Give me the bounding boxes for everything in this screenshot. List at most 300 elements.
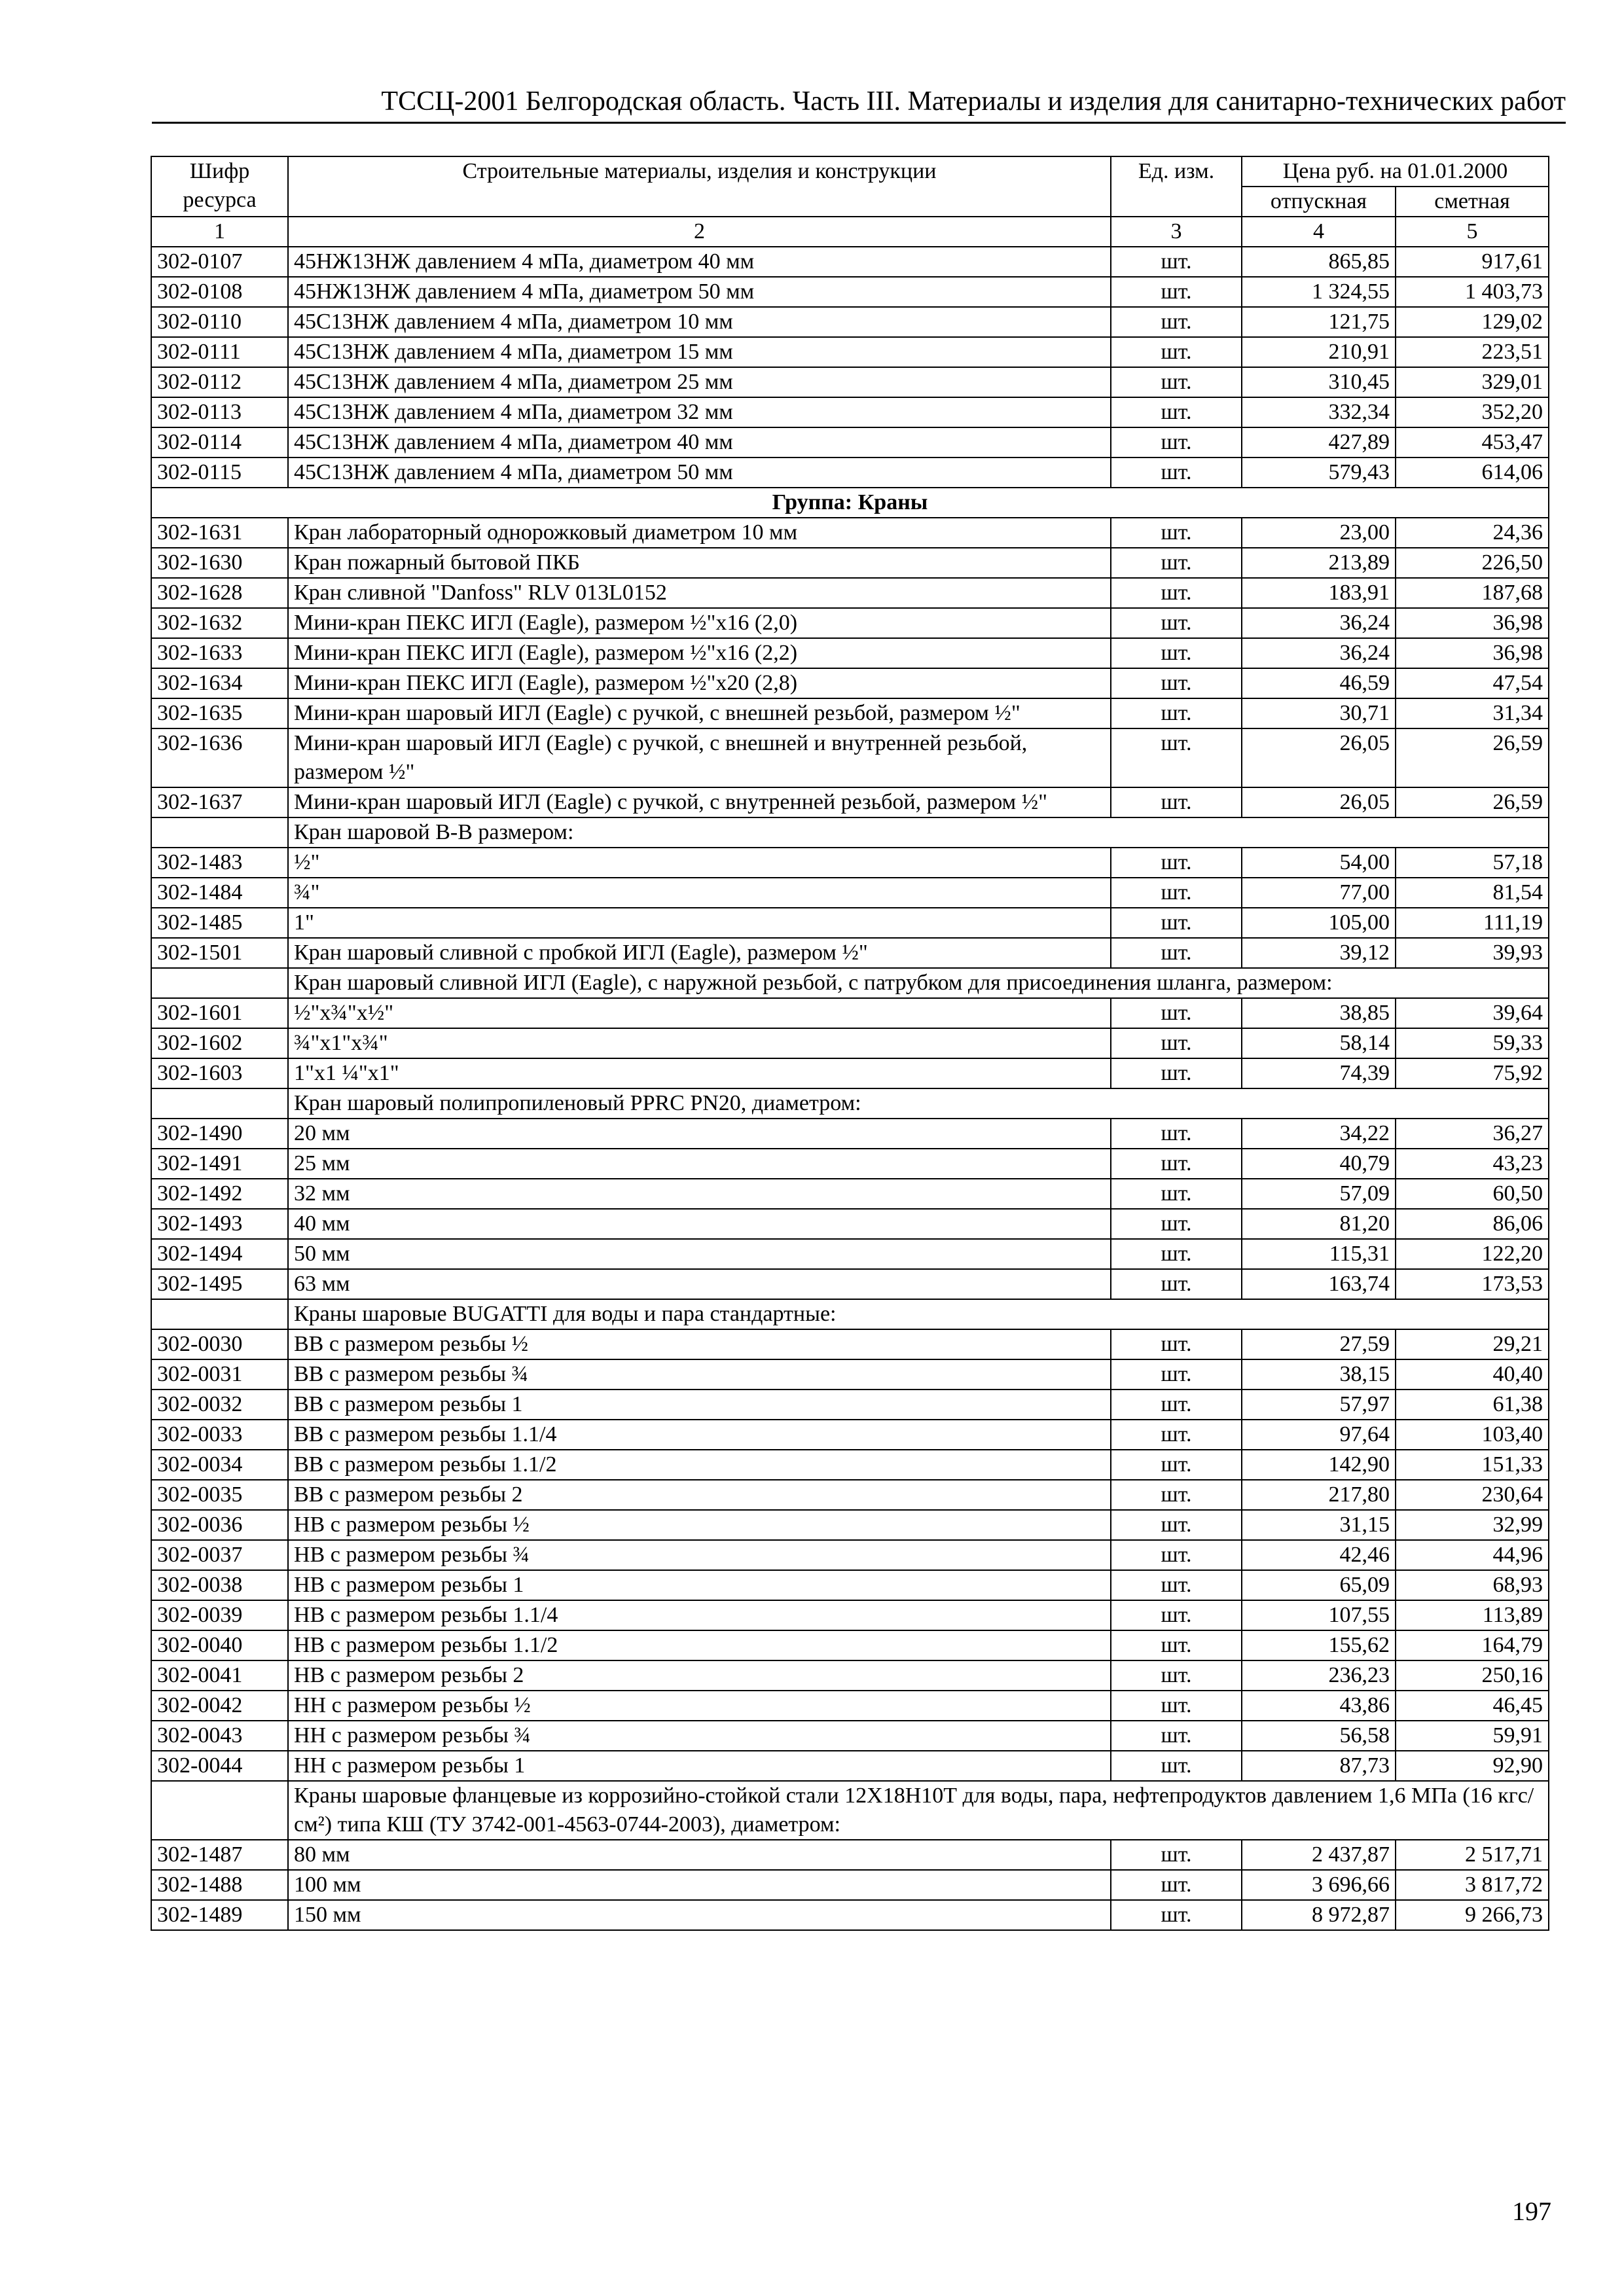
release-price: 97,64: [1242, 1420, 1396, 1450]
table-row: [151, 578, 1549, 608]
unit-cell: шт.: [1111, 367, 1242, 397]
release-price: 54,00: [1242, 848, 1396, 878]
table-row: [151, 998, 1549, 1028]
table-row: [151, 1721, 1549, 1751]
resource-code: 302-1632: [151, 608, 288, 638]
col-number: 2: [288, 217, 1111, 247]
resource-code: 302-0037: [151, 1540, 288, 1570]
table-row: [151, 1510, 1549, 1540]
item-name: 1": [288, 908, 1111, 938]
estimate-price: 226,50: [1396, 548, 1549, 578]
col-release-header: отпускная: [1242, 187, 1396, 217]
unit-cell: шт.: [1111, 1870, 1242, 1900]
release-price: 38,15: [1242, 1359, 1396, 1390]
unit-cell: шт.: [1111, 277, 1242, 307]
table-row: [151, 1239, 1549, 1269]
col-number: 4: [1242, 217, 1396, 247]
resource-code: 302-1603: [151, 1058, 288, 1088]
subgroup-heading: Кран шаровой В-В размером:: [288, 817, 1549, 848]
release-price: 115,31: [1242, 1239, 1396, 1269]
estimate-price: 352,20: [1396, 397, 1549, 427]
unit-cell: шт.: [1111, 878, 1242, 908]
estimate-price: 75,92: [1396, 1058, 1549, 1088]
resource-code: 302-1483: [151, 848, 288, 878]
resource-code: 302-1485: [151, 908, 288, 938]
resource-code: 302-0030: [151, 1329, 288, 1359]
resource-code: 302-1628: [151, 578, 288, 608]
item-name: Кран шаровый сливной с пробкой ИГЛ (Eagle), размером ½": [288, 938, 1111, 968]
release-price: 865,85: [1242, 247, 1396, 277]
table-row: [151, 397, 1549, 427]
estimate-price: 86,06: [1396, 1209, 1549, 1239]
item-name: ВВ с размером резьбы ½: [288, 1329, 1111, 1359]
resource-code: 302-0112: [151, 367, 288, 397]
table-row: [151, 1751, 1549, 1781]
release-price: 81,20: [1242, 1209, 1396, 1239]
table-row: [151, 1900, 1549, 1930]
release-price: 57,09: [1242, 1179, 1396, 1209]
release-price: 107,55: [1242, 1600, 1396, 1630]
release-price: 36,24: [1242, 638, 1396, 668]
estimate-price: 44,96: [1396, 1540, 1549, 1570]
unit-cell: шт.: [1111, 908, 1242, 938]
estimate-price: 36,98: [1396, 638, 1549, 668]
estimate-price: 81,54: [1396, 878, 1549, 908]
resource-code: 302-1495: [151, 1269, 288, 1299]
col-code-header: Шифр ресурса: [151, 156, 288, 217]
empty-cell: [151, 968, 288, 998]
table-row: [151, 848, 1549, 878]
estimate-price: 9 266,73: [1396, 1900, 1549, 1930]
unit-cell: шт.: [1111, 1209, 1242, 1239]
release-price: 1 324,55: [1242, 277, 1396, 307]
empty-cell: [151, 817, 288, 848]
table-row: [151, 1359, 1549, 1390]
resource-code: 302-1492: [151, 1179, 288, 1209]
estimate-price: 29,21: [1396, 1329, 1549, 1359]
estimate-price: 68,93: [1396, 1570, 1549, 1600]
unit-cell: шт.: [1111, 1058, 1242, 1088]
table-row: [151, 608, 1549, 638]
estimate-price: 47,54: [1396, 668, 1549, 698]
estimate-price: 57,18: [1396, 848, 1549, 878]
item-name: ½"x¾"x½": [288, 998, 1111, 1028]
unit-cell: шт.: [1111, 1570, 1242, 1600]
table-row: [151, 367, 1549, 397]
table-row: [151, 548, 1549, 578]
item-name: Мини-кран ПЕКС ИГЛ (Eagle), размером ½"x16 (2,0): [288, 608, 1111, 638]
item-name: 50 мм: [288, 1239, 1111, 1269]
item-name: 45С13НЖ давлением 4 мПа, диаметром 15 мм: [288, 337, 1111, 367]
resource-code: 302-1489: [151, 1900, 288, 1930]
estimate-price: 113,89: [1396, 1600, 1549, 1630]
table-row: [151, 1450, 1549, 1480]
estimate-price: 39,93: [1396, 938, 1549, 968]
item-name: 100 мм: [288, 1870, 1111, 1900]
release-price: 36,24: [1242, 608, 1396, 638]
unit-cell: шт.: [1111, 427, 1242, 457]
release-price: 74,39: [1242, 1058, 1396, 1088]
col-number: 5: [1396, 217, 1549, 247]
page-header-title: ТССЦ-2001 Белгородская область. Часть III. Материалы и изделия для санитарно-технических работ: [381, 86, 1566, 117]
unit-cell: шт.: [1111, 307, 1242, 337]
col-number: 3: [1111, 217, 1242, 247]
release-price: 58,14: [1242, 1028, 1396, 1058]
unit-cell: шт.: [1111, 1359, 1242, 1390]
item-name: 45НЖ13НЖ давлением 4 мПа, диаметром 40 мм: [288, 247, 1111, 277]
table-row: [151, 1630, 1549, 1660]
item-name: Мини-кран шаровый ИГЛ (Eagle) с ручкой, с внешней и внутренней резьбой, размером ½": [288, 728, 1111, 787]
release-price: 27,59: [1242, 1329, 1396, 1359]
release-price: 210,91: [1242, 337, 1396, 367]
unit-cell: шт.: [1111, 1119, 1242, 1149]
item-name: НН с размером резьбы 1: [288, 1751, 1111, 1781]
unit-cell: шт.: [1111, 1660, 1242, 1691]
release-price: 87,73: [1242, 1751, 1396, 1781]
table-row: [151, 1149, 1549, 1179]
item-name: ВВ с размером резьбы 1: [288, 1390, 1111, 1420]
unit-cell: шт.: [1111, 247, 1242, 277]
unit-cell: шт.: [1111, 698, 1242, 728]
item-name: НВ с размером резьбы ½: [288, 1510, 1111, 1540]
unit-cell: шт.: [1111, 1721, 1242, 1751]
resource-code: 302-1494: [151, 1239, 288, 1269]
unit-cell: шт.: [1111, 578, 1242, 608]
table-row: [151, 668, 1549, 698]
unit-cell: шт.: [1111, 1450, 1242, 1480]
table-row: [151, 1660, 1549, 1691]
release-price: 26,05: [1242, 728, 1396, 787]
unit-cell: шт.: [1111, 638, 1242, 668]
subgroup-heading-row: [151, 1299, 1549, 1329]
estimate-price: 187,68: [1396, 578, 1549, 608]
item-name: ¾"x1"x¾": [288, 1028, 1111, 1058]
unit-cell: шт.: [1111, 1540, 1242, 1570]
estimate-price: 46,45: [1396, 1691, 1549, 1721]
resource-code: 302-1631: [151, 518, 288, 548]
group-title-row: [151, 488, 1549, 518]
resource-code: 302-0034: [151, 1450, 288, 1480]
resource-code: 302-1501: [151, 938, 288, 968]
table-row: [151, 1269, 1549, 1299]
resource-code: 302-0111: [151, 337, 288, 367]
estimate-price: 164,79: [1396, 1630, 1549, 1660]
table-row: [151, 1600, 1549, 1630]
table-row: [151, 787, 1549, 817]
resource-code: 302-1636: [151, 728, 288, 787]
item-name: ВВ с размером резьбы 2: [288, 1480, 1111, 1510]
item-name: 45С13НЖ давлением 4 мПа, диаметром 25 мм: [288, 367, 1111, 397]
item-name: 45С13НЖ давлением 4 мПа, диаметром 10 мм: [288, 307, 1111, 337]
unit-cell: шт.: [1111, 1900, 1242, 1930]
item-name: 45С13НЖ давлением 4 мПа, диаметром 32 мм: [288, 397, 1111, 427]
resource-code: 302-1602: [151, 1028, 288, 1058]
unit-cell: шт.: [1111, 848, 1242, 878]
release-price: 26,05: [1242, 787, 1396, 817]
item-name: 1"x1 ¼"x1": [288, 1058, 1111, 1088]
unit-cell: шт.: [1111, 1630, 1242, 1660]
release-price: 579,43: [1242, 457, 1396, 488]
release-price: 183,91: [1242, 578, 1396, 608]
release-price: 40,79: [1242, 1149, 1396, 1179]
estimate-price: 103,40: [1396, 1420, 1549, 1450]
table-row: [151, 698, 1549, 728]
table-row: [151, 908, 1549, 938]
estimate-price: 223,51: [1396, 337, 1549, 367]
release-price: 3 696,66: [1242, 1870, 1396, 1900]
estimate-price: 43,23: [1396, 1149, 1549, 1179]
empty-cell: [151, 1088, 288, 1119]
estimate-price: 1 403,73: [1396, 277, 1549, 307]
item-name: 45С13НЖ давлением 4 мПа, диаметром 50 мм: [288, 457, 1111, 488]
resource-code: 302-0039: [151, 1600, 288, 1630]
release-price: 65,09: [1242, 1570, 1396, 1600]
unit-cell: шт.: [1111, 337, 1242, 367]
resource-code: 302-0107: [151, 247, 288, 277]
empty-cell: [151, 1781, 288, 1840]
table-row: [151, 1570, 1549, 1600]
resource-code: 302-0036: [151, 1510, 288, 1540]
estimate-price: 36,27: [1396, 1119, 1549, 1149]
item-name: ВВ с размером резьбы 1.1/2: [288, 1450, 1111, 1480]
item-name: Кран сливной "Danfoss" RLV 013L0152: [288, 578, 1111, 608]
table-row: [151, 1058, 1549, 1088]
release-price: 39,12: [1242, 938, 1396, 968]
item-name: ВВ с размером резьбы ¾: [288, 1359, 1111, 1390]
subgroup-heading-row: [151, 968, 1549, 998]
table-row: [151, 638, 1549, 668]
table-row: [151, 427, 1549, 457]
item-name: НВ с размером резьбы 2: [288, 1660, 1111, 1691]
subgroup-heading: Краны шаровые фланцевые из коррозийно-стойкой стали 12Х18Н10Т для воды, пара, нефтепродуктов давлением 1,6 МПа (16 кгс/см²) типа КШ (ТУ 3742-001-4563-0744-2003), диаметром:: [288, 1781, 1549, 1840]
table-row: [151, 337, 1549, 367]
unit-cell: шт.: [1111, 1329, 1242, 1359]
estimate-price: 122,20: [1396, 1239, 1549, 1269]
item-name: 20 мм: [288, 1119, 1111, 1149]
column-number-row: [151, 217, 1549, 247]
table-row: [151, 1028, 1549, 1058]
resource-code: 302-0035: [151, 1480, 288, 1510]
unit-cell: шт.: [1111, 518, 1242, 548]
resource-code: 302-1490: [151, 1119, 288, 1149]
release-price: 105,00: [1242, 908, 1396, 938]
unit-cell: шт.: [1111, 1480, 1242, 1510]
table-row: [151, 1691, 1549, 1721]
subgroup-heading-row: [151, 1088, 1549, 1119]
resource-code: 302-1484: [151, 878, 288, 908]
unit-cell: шт.: [1111, 397, 1242, 427]
resource-code: 302-0041: [151, 1660, 288, 1691]
col-name-header: Строительные материалы, изделия и конструкции: [288, 156, 1111, 217]
unit-cell: шт.: [1111, 608, 1242, 638]
item-name: 45НЖ13НЖ давлением 4 мПа, диаметром 50 мм: [288, 277, 1111, 307]
release-price: 217,80: [1242, 1480, 1396, 1510]
resource-code: 302-1630: [151, 548, 288, 578]
resource-code: 302-0032: [151, 1390, 288, 1420]
estimate-price: 230,64: [1396, 1480, 1549, 1510]
item-name: НВ с размером резьбы 1.1/2: [288, 1630, 1111, 1660]
resource-code: 302-0110: [151, 307, 288, 337]
unit-cell: шт.: [1111, 938, 1242, 968]
table-row: [151, 277, 1549, 307]
table-row: [151, 938, 1549, 968]
table-row: [151, 1209, 1549, 1239]
resource-code: 302-1634: [151, 668, 288, 698]
item-name: НВ с размером резьбы ¾: [288, 1540, 1111, 1570]
item-name: 40 мм: [288, 1209, 1111, 1239]
resource-code: 302-1635: [151, 698, 288, 728]
table-row: [151, 878, 1549, 908]
unit-cell: шт.: [1111, 1179, 1242, 1209]
release-price: 30,71: [1242, 698, 1396, 728]
release-price: 2 437,87: [1242, 1840, 1396, 1870]
item-name: НВ с размером резьбы 1: [288, 1570, 1111, 1600]
unit-cell: шт.: [1111, 1390, 1242, 1420]
estimate-price: 36,98: [1396, 608, 1549, 638]
estimate-price: 31,34: [1396, 698, 1549, 728]
release-price: 155,62: [1242, 1630, 1396, 1660]
item-name: ВВ с размером резьбы 1.1/4: [288, 1420, 1111, 1450]
table-row: [151, 1390, 1549, 1420]
release-price: 142,90: [1242, 1450, 1396, 1480]
subgroup-heading-row: [151, 817, 1549, 848]
empty-cell: [151, 1299, 288, 1329]
estimate-price: 250,16: [1396, 1660, 1549, 1691]
item-name: ½": [288, 848, 1111, 878]
table-row: [151, 1870, 1549, 1900]
unit-cell: шт.: [1111, 787, 1242, 817]
unit-cell: шт.: [1111, 1269, 1242, 1299]
group-title: Группа: Краны: [151, 488, 1549, 518]
unit-cell: шт.: [1111, 1420, 1242, 1450]
col-number: 1: [151, 217, 288, 247]
unit-cell: шт.: [1111, 1028, 1242, 1058]
item-name: НН с размером резьбы ¾: [288, 1721, 1111, 1751]
release-price: 57,97: [1242, 1390, 1396, 1420]
item-name: 80 мм: [288, 1840, 1111, 1870]
item-name: ¾": [288, 878, 1111, 908]
release-price: 34,22: [1242, 1119, 1396, 1149]
unit-cell: шт.: [1111, 1149, 1242, 1179]
release-price: 310,45: [1242, 367, 1396, 397]
resource-code: 302-1637: [151, 787, 288, 817]
resource-code: 302-1491: [151, 1149, 288, 1179]
item-name: Мини-кран ПЕКС ИГЛ (Eagle), размером ½"x20 (2,8): [288, 668, 1111, 698]
estimate-price: 917,61: [1396, 247, 1549, 277]
item-name: 25 мм: [288, 1149, 1111, 1179]
release-price: 332,34: [1242, 397, 1396, 427]
item-name: Кран лабораторный однорожковый диаметром 10 мм: [288, 518, 1111, 548]
subgroup-heading: Кран шаровый сливной ИГЛ (Eagle), с наружной резьбой, с патрубком для присоединения шланга, размером:: [288, 968, 1549, 998]
release-price: 77,00: [1242, 878, 1396, 908]
unit-cell: шт.: [1111, 548, 1242, 578]
resource-code: 302-1633: [151, 638, 288, 668]
release-price: 8 972,87: [1242, 1900, 1396, 1930]
table-row: [151, 1540, 1549, 1570]
table-row: [151, 1119, 1549, 1149]
table-row: [151, 728, 1549, 787]
unit-cell: шт.: [1111, 668, 1242, 698]
subgroup-heading-row: [151, 1781, 1549, 1840]
table-header-row: [151, 156, 1549, 187]
estimate-price: 59,33: [1396, 1028, 1549, 1058]
release-price: 213,89: [1242, 548, 1396, 578]
resource-code: 302-1601: [151, 998, 288, 1028]
item-name: Мини-кран шаровый ИГЛ (Eagle) с ручкой, с внутренней резьбой, размером ½": [288, 787, 1111, 817]
resource-code: 302-0033: [151, 1420, 288, 1450]
unit-cell: шт.: [1111, 1840, 1242, 1870]
resource-code: 302-0031: [151, 1359, 288, 1390]
estimate-price: 39,64: [1396, 998, 1549, 1028]
release-price: 56,58: [1242, 1721, 1396, 1751]
estimate-price: 92,90: [1396, 1751, 1549, 1781]
price-table: [151, 156, 1549, 1931]
resource-code: 302-0044: [151, 1751, 288, 1781]
table-row: [151, 457, 1549, 488]
unit-cell: шт.: [1111, 728, 1242, 787]
resource-code: 302-0108: [151, 277, 288, 307]
resource-code: 302-0114: [151, 427, 288, 457]
table-row: [151, 307, 1549, 337]
release-price: 236,23: [1242, 1660, 1396, 1691]
estimate-price: 111,19: [1396, 908, 1549, 938]
release-price: 121,75: [1242, 307, 1396, 337]
item-name: Мини-кран шаровый ИГЛ (Eagle) с ручкой, с внешней резьбой, размером ½": [288, 698, 1111, 728]
estimate-price: 173,53: [1396, 1269, 1549, 1299]
resource-code: 302-1493: [151, 1209, 288, 1239]
table-row: [151, 518, 1549, 548]
item-name: Мини-кран ПЕКС ИГЛ (Eagle), размером ½"x16 (2,2): [288, 638, 1111, 668]
item-name: 150 мм: [288, 1900, 1111, 1930]
table-row: [151, 1480, 1549, 1510]
subgroup-heading: Кран шаровый полипропиленовый PPRC PN20, диаметром:: [288, 1088, 1549, 1119]
estimate-price: 129,02: [1396, 307, 1549, 337]
page-number: 197: [1512, 2197, 1551, 2226]
resource-code: 302-0038: [151, 1570, 288, 1600]
estimate-price: 614,06: [1396, 457, 1549, 488]
col-price-header: Цена руб. на 01.01.2000: [1242, 156, 1549, 187]
resource-code: 302-1488: [151, 1870, 288, 1900]
table-row: [151, 1329, 1549, 1359]
col-unit-header: Ед. изм.: [1111, 156, 1242, 217]
unit-cell: шт.: [1111, 1239, 1242, 1269]
estimate-price: 329,01: [1396, 367, 1549, 397]
item-name: 32 мм: [288, 1179, 1111, 1209]
release-price: 427,89: [1242, 427, 1396, 457]
release-price: 42,46: [1242, 1540, 1396, 1570]
estimate-price: 40,40: [1396, 1359, 1549, 1390]
estimate-price: 24,36: [1396, 518, 1549, 548]
estimate-price: 151,33: [1396, 1450, 1549, 1480]
item-name: Кран пожарный бытовой ПКБ: [288, 548, 1111, 578]
table-row: [151, 1420, 1549, 1450]
release-price: 31,15: [1242, 1510, 1396, 1540]
header-rule: [152, 122, 1566, 124]
unit-cell: шт.: [1111, 1691, 1242, 1721]
estimate-price: 61,38: [1396, 1390, 1549, 1420]
resource-code: 302-0113: [151, 397, 288, 427]
estimate-price: 26,59: [1396, 728, 1549, 787]
estimate-price: 453,47: [1396, 427, 1549, 457]
table-row: [151, 1179, 1549, 1209]
unit-cell: шт.: [1111, 998, 1242, 1028]
estimate-price: 32,99: [1396, 1510, 1549, 1540]
col-estimate-header: сметная: [1396, 187, 1549, 217]
resource-code: 302-0115: [151, 457, 288, 488]
release-price: 46,59: [1242, 668, 1396, 698]
unit-cell: шт.: [1111, 1600, 1242, 1630]
estimate-price: 2 517,71: [1396, 1840, 1549, 1870]
